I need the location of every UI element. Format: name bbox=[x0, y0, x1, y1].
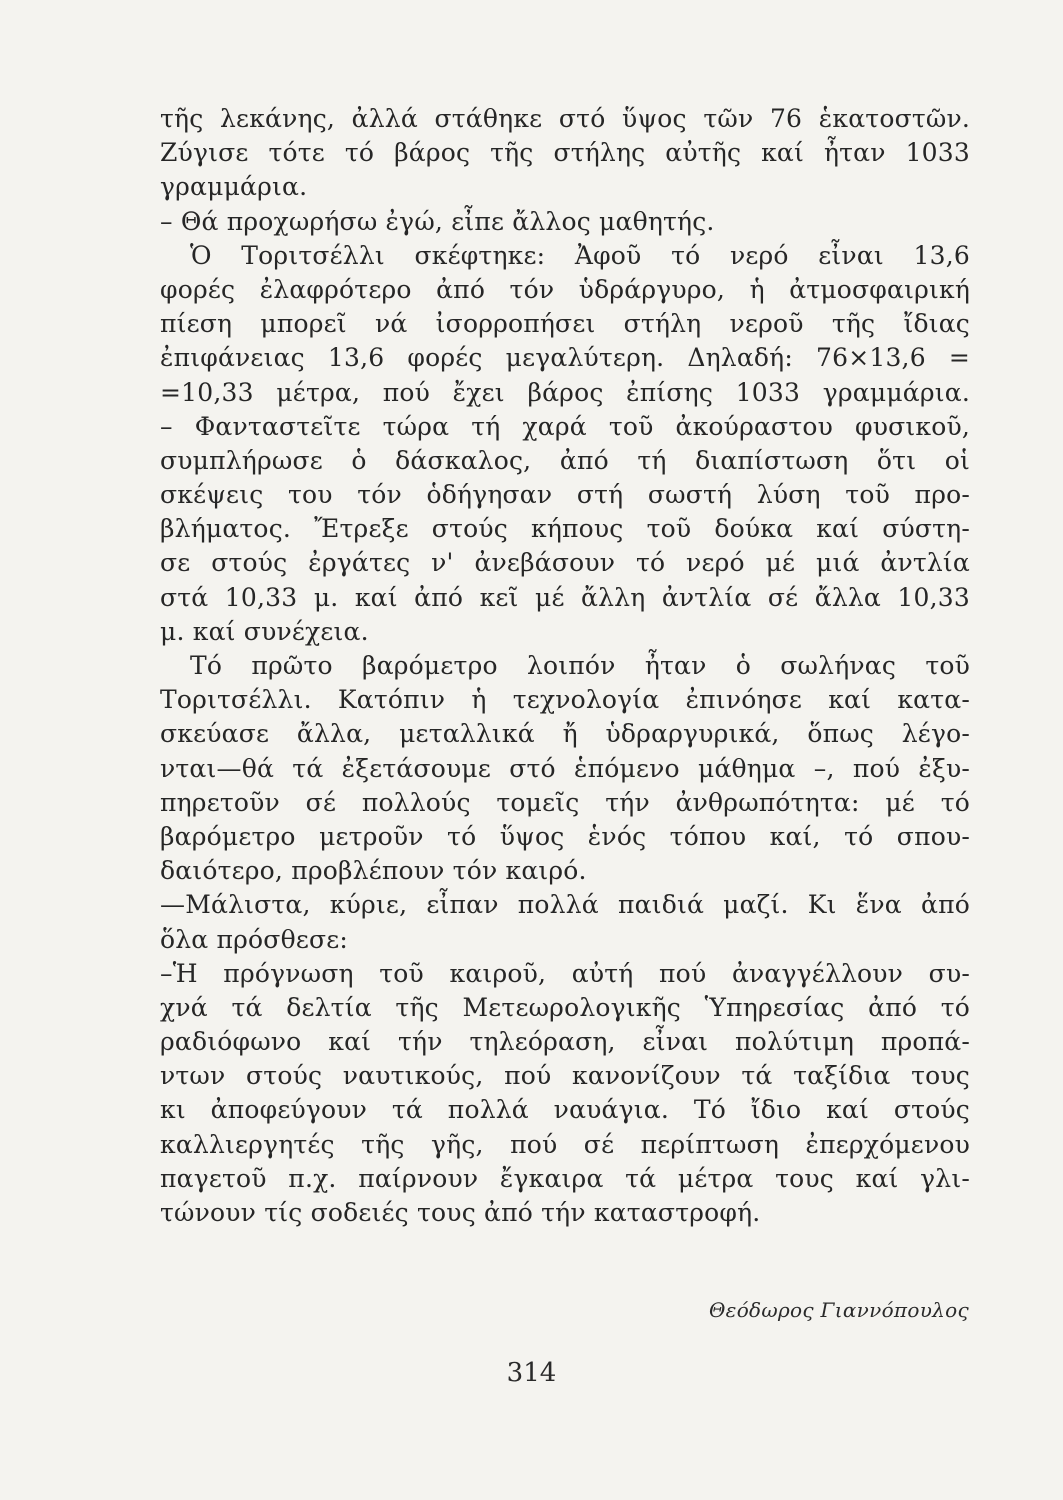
text-line: – Θά προχωρήσω ἐγώ, εἶπε ἄλλος μαθητής. bbox=[160, 206, 715, 236]
text-line: φορές ἐλαφρότερο ἀπό τόν ὑδράργυρο, ἡ ἀτμοσφαιρική bbox=[160, 274, 970, 304]
text-line: Ζύγισε τότε τό βάρος τῆς στήλης αὐτῆς καί ἦταν 1033 bbox=[160, 138, 970, 168]
text-line: σκεύασε ἄλλα, μεταλλικά ἤ ὑδραργυρικά, ὅπως λέγο- bbox=[160, 719, 970, 749]
text-line: δαιότερο, προβλέπουν τόν καιρό. bbox=[160, 856, 587, 886]
text-line: συμπλήρωσε ὁ δάσκαλος, ἀπό τή διαπίστωση ὅτι οἱ bbox=[160, 445, 970, 475]
text-line: τώνουν τίς σοδειές τους ἀπό τήν καταστροφή. bbox=[160, 1198, 761, 1227]
text-line: ὅλα πρόσθεσε: bbox=[160, 924, 349, 954]
text-line: καλλιεργητές τῆς γῆς, πού σέ περίπτωση ἐπερχόμενου bbox=[160, 1129, 970, 1159]
text-line: τῆς λεκάνης, ἀλλά στάθηκε στό ὕψος τῶν 76 ἑκατοστῶν. bbox=[160, 104, 970, 133]
text-line: στά 10,33 μ. καί ἀπό κεῖ μέ ἄλλη ἀντλία σέ ἄλλα 10,33 bbox=[160, 582, 970, 612]
text-line: σκέψεις του τόν ὁδήγησαν στή σωστή λύση τοῦ προ- bbox=[160, 480, 970, 510]
text-line: κι ἀποφεύγουν τά πολλά ναυάγια. Τό ἴδιο καί στούς bbox=[160, 1095, 970, 1125]
text-line: χνά τά δελτία τῆς Μετεωρολογικῆς Ὑπηρεσίας ἀπό τό bbox=[160, 992, 970, 1022]
text-line: —Μάλιστα, κύριε, εἶπαν πολλά παιδιά μαζί. Κι ἕνα ἀπό bbox=[160, 890, 970, 920]
body-text bbox=[160, 102, 970, 1230]
text-line: ραδιόφωνο καί τήν τηλεόραση, εἶναι πολύτιμη προπά- bbox=[160, 1027, 970, 1057]
text-line: νται—θά τά ἐξετάσουμε στό ἑπόμενο μάθημα –, πού ἐξυ- bbox=[160, 753, 970, 783]
text-line: μ. καί συνέχεια. bbox=[160, 616, 369, 646]
text-line: ἐπιφάνειας 13,6 φορές μεγαλύτερη. Δηλαδή: 76×13,6 = bbox=[160, 343, 970, 373]
text-line: ντων στούς ναυτικούς, πού κανονίζουν τά ταξίδια τους bbox=[160, 1061, 970, 1091]
text-line: Τό πρῶτο βαρόμετρο λοιπόν ἦταν ὁ σωλήνας τοῦ bbox=[190, 651, 970, 680]
text-line: –Ἡ πρόγνωση τοῦ καιροῦ, αὐτή πού ἀναγγέλλουν συ- bbox=[160, 958, 970, 988]
author-signature: Θεόδωρος Γιαννόπουλος bbox=[708, 1298, 969, 1322]
text-line: σε στούς ἐργάτες ν' ἀνεβάσουν τό νερό μέ μιά ἀντλία bbox=[160, 548, 970, 578]
text-line: παγετοῦ π.χ. παίρνουν ἔγκαιρα τά μέτρα τους καί γλι- bbox=[160, 1163, 970, 1193]
text-line: – Φανταστεῖτε τώρα τή χαρά τοῦ ἀκούραστου φυσικοῦ, bbox=[160, 411, 970, 441]
text-line: Τοριτσέλλι. Κατόπιν ἡ τεχνολογία ἐπινόησε καί κατα- bbox=[160, 685, 970, 715]
text-line: πηρετοῦν σέ πολλούς τομεῖς τήν ἀνθρωπότητα: μέ τό bbox=[160, 787, 970, 817]
text-line: γραμμάρια. bbox=[160, 172, 308, 202]
text-line: =10,33 μέτρα, πού ἔχει βάρος ἐπίσης 1033 γραμμάρια. bbox=[160, 377, 970, 407]
text-line: βλήματος. Ἔτρεξε στούς κήπους τοῦ δούκα καί σύστη- bbox=[160, 514, 970, 544]
text-line: πίεση μπορεῖ νά ἰσορροπήσει στήλη νεροῦ τῆς ἴδιας bbox=[160, 309, 970, 339]
text-line: βαρόμετρο μετροῦν τό ὕψος ἑνός τόπου καί, τό σπου- bbox=[160, 821, 970, 851]
page-number: 314 bbox=[506, 1358, 557, 1388]
text-line: Ὁ Τοριτσέλλι σκέφτηκε: Ἀφοῦ τό νερό εἶναι 13,6 bbox=[190, 240, 970, 270]
